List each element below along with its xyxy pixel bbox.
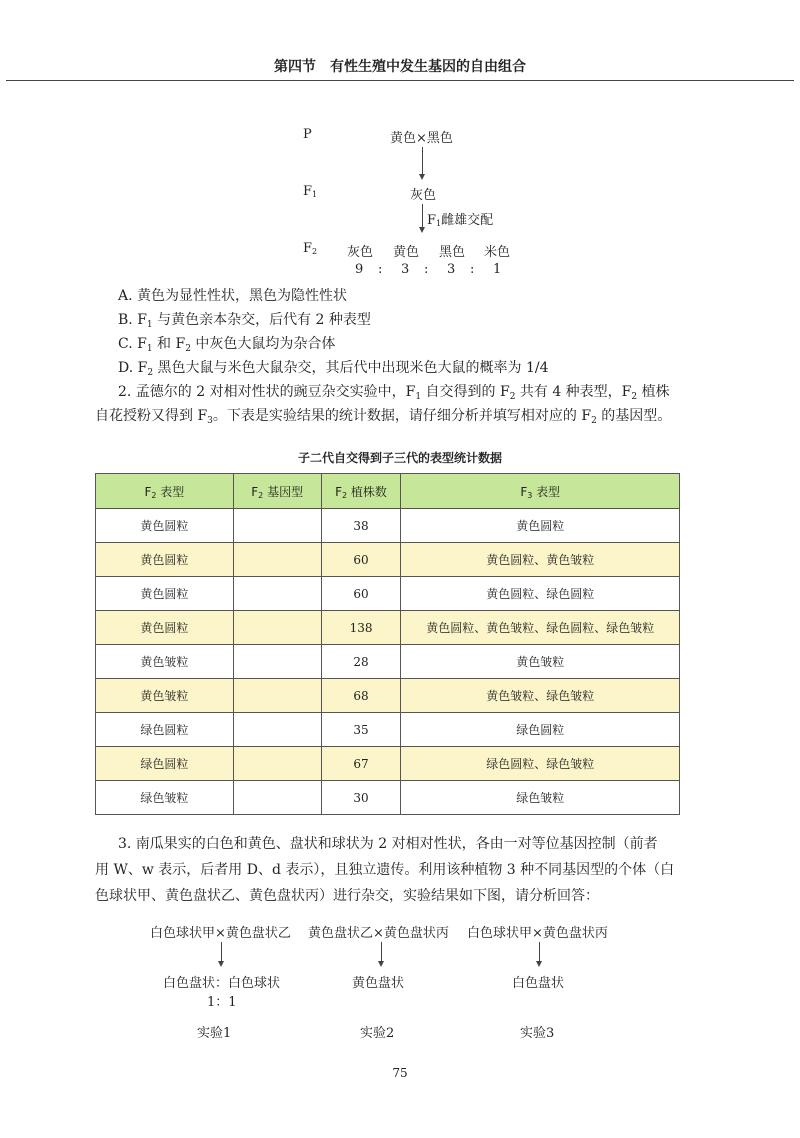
- table-row: [96, 747, 680, 781]
- arrow-down-icon: [419, 227, 425, 233]
- table-row: [96, 611, 680, 645]
- arrow-line-2: [422, 204, 423, 228]
- arrow-down-icon: [218, 961, 224, 967]
- table-row: [96, 679, 680, 713]
- experiment-1-cross: 白色球状甲×黄色盘状乙: [150, 926, 291, 941]
- arrow-down-icon: [378, 961, 384, 967]
- f2-f3-data-table: [95, 473, 680, 815]
- arrow-line-1: [422, 147, 423, 175]
- cell-f3: 绿色圆粒: [401, 713, 680, 747]
- cell-phenotype: 绿色圆粒: [96, 747, 234, 781]
- page-number: 75: [392, 1066, 408, 1080]
- ratio-sep: :: [424, 262, 429, 277]
- cell-count: 38: [321, 509, 401, 543]
- header-f2-phenotype: $F_2$ 表型: [96, 474, 234, 509]
- ratio-value: 3: [401, 262, 410, 277]
- cell-count: 30: [321, 781, 401, 815]
- option-b: B. $F_1$ 与黄色亲本杂交，后代有 2 种表型: [118, 312, 371, 330]
- ratio-value: 9: [355, 262, 364, 277]
- table-header-row: [96, 474, 680, 509]
- arrow-line: [539, 942, 540, 962]
- ratio-sep: :: [378, 262, 383, 277]
- arrow-line: [381, 942, 382, 962]
- cell-phenotype: 黄色皱粒: [96, 645, 234, 679]
- f2-phenotype: 黑色: [439, 245, 466, 260]
- experiment-3-label: 实验3: [520, 1026, 555, 1041]
- experiment-2-label: 实验2: [360, 1026, 395, 1041]
- cell-phenotype: 黄色圆粒: [96, 509, 234, 543]
- cell-f3: 黄色皱粒: [401, 645, 680, 679]
- header-f2-genotype: $F_2$ 基因型: [233, 474, 321, 509]
- question-2-line-2: 自花授粉又得到 $F_3$。下表是实验结果的统计数据，请仔细分析并填写相对应的 $F_2$ 的基因型。: [95, 408, 672, 426]
- ratio-value: 3: [447, 262, 456, 277]
- experiment-3-cross: 白色球状甲×黄色盘状丙: [467, 926, 608, 941]
- table-row: [96, 645, 680, 679]
- cell-f3: 黄色圆粒: [401, 509, 680, 543]
- option-d: D. $F_2$ 黑色大鼠与米色大鼠杂交，其后代中出现米色大鼠的概率为 1/4: [118, 360, 549, 378]
- p-cross: 黄色×黑色: [390, 131, 453, 146]
- table-caption: 子二代自交得到子三代的表型统计数据: [297, 451, 502, 465]
- cell-count: 28: [321, 645, 401, 679]
- cell-count: 67: [321, 747, 401, 781]
- f2-phenotype: 黄色: [393, 245, 420, 260]
- header-f2-count: $F_2$ 植株数: [321, 474, 401, 509]
- cell-genotype[interactable]: [233, 747, 321, 781]
- experiment-1-result: 白色盘状：白色球状: [163, 976, 281, 991]
- cell-f3: 黄色圆粒、黄色皱粒、绿色圆粒、绿色皱粒: [401, 611, 680, 645]
- cell-genotype[interactable]: [233, 577, 321, 611]
- cell-genotype[interactable]: [233, 713, 321, 747]
- experiment-2-result: 黄色盘状: [352, 976, 405, 991]
- cell-f3: 黄色圆粒、绿色圆粒: [401, 577, 680, 611]
- header-rule: [6, 80, 794, 81]
- header-f3-phenotype: $F_3$ 表型: [401, 474, 680, 509]
- cell-f3: 绿色圆粒、绿色皱粒: [401, 747, 680, 781]
- cell-count: 60: [321, 577, 401, 611]
- cell-count: 138: [321, 611, 401, 645]
- option-c: C. $F_1$ 和 $F_2$ 中灰色大鼠均为杂合体: [118, 336, 336, 354]
- cell-genotype[interactable]: [233, 509, 321, 543]
- cell-count: 68: [321, 679, 401, 713]
- cell-count: 35: [321, 713, 401, 747]
- table-row: [96, 713, 680, 747]
- cell-genotype[interactable]: [233, 781, 321, 815]
- cell-phenotype: 黄色圆粒: [96, 611, 234, 645]
- cell-f3: 黄色圆粒、黄色皱粒: [401, 543, 680, 577]
- page-header-title: 第四节 有性生殖中发生基因的自由组合: [274, 59, 526, 75]
- f2-label: $F_2$: [303, 241, 318, 256]
- arrow-line: [221, 942, 222, 962]
- question-3-line-1: 3. 南瓜果实的白色和黄色、盘状和球状为 2 对相对性状，各由一对等位基因控制（前者: [118, 836, 658, 852]
- cell-f3: 绿色皱粒: [401, 781, 680, 815]
- table-row: [96, 781, 680, 815]
- cell-genotype[interactable]: [233, 645, 321, 679]
- arrow-down-icon: [536, 961, 542, 967]
- table-row: [96, 577, 680, 611]
- f2-phenotype: 米色: [484, 245, 511, 260]
- cell-count: 60: [321, 543, 401, 577]
- ratio-value: 1: [493, 262, 502, 277]
- f2-phenotype: 灰色: [347, 245, 374, 260]
- cell-phenotype: 黄色圆粒: [96, 543, 234, 577]
- experiment-1-label: 实验1: [197, 1026, 232, 1041]
- experiment-2-cross: 黄色盘状乙×黄色盘状丙: [308, 926, 449, 941]
- cell-f3: 黄色皱粒、绿色皱粒: [401, 679, 680, 713]
- option-a: A. 黄色为显性性状，黑色为隐性性状: [118, 288, 348, 304]
- table-row: [96, 509, 680, 543]
- table-row: [96, 543, 680, 577]
- p-label: P: [303, 127, 312, 142]
- f1-result: 灰色: [410, 188, 437, 203]
- question-3-line-2: 用 W、w 表示，后者用 D、d 表示），且独立遗传。利用该种植物 3 种不同基因型的个体（白: [95, 862, 675, 878]
- cell-phenotype: 绿色圆粒: [96, 713, 234, 747]
- ratio-sep: :: [470, 262, 475, 277]
- cell-phenotype: 黄色皱粒: [96, 679, 234, 713]
- cell-genotype[interactable]: [233, 543, 321, 577]
- experiment-1-ratio: 1：1: [207, 995, 237, 1010]
- f1-mating: $F_1$雌雄交配: [427, 213, 494, 228]
- cell-genotype[interactable]: [233, 679, 321, 713]
- f1-label: $F_1$: [303, 184, 318, 199]
- question-2-line-1: 2. 孟德尔的 2 对相对性状的豌豆杂交实验中，$F_1$ 自交得到的 $F_2$ 共有 4 种表型，$F_2$ 植株: [118, 384, 670, 402]
- cell-phenotype: 黄色圆粒: [96, 577, 234, 611]
- arrow-down-icon: [419, 174, 425, 180]
- cell-genotype[interactable]: [233, 611, 321, 645]
- experiment-3-result: 白色盘状: [512, 976, 565, 991]
- question-3-line-3: 色球状甲、黄色盘状乙、黄色盘状丙）进行杂交，实验结果如下图，请分析回答：: [95, 888, 599, 904]
- cell-phenotype: 绿色皱粒: [96, 781, 234, 815]
